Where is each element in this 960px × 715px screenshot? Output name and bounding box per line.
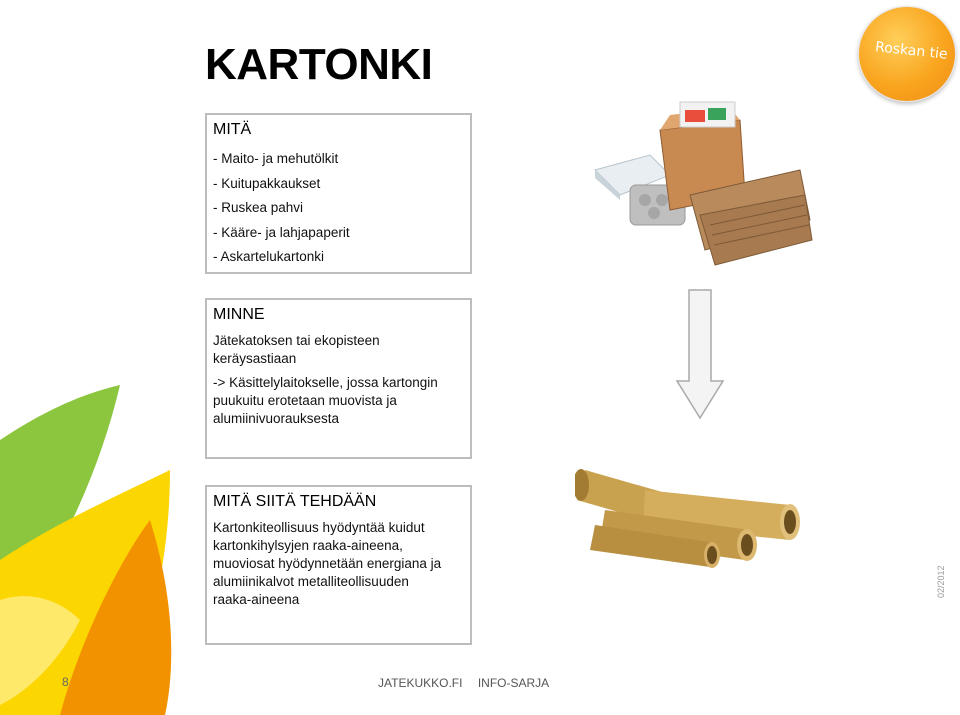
colored-paper [685,110,705,122]
down-arrow-icon [675,289,725,421]
footer-series: INFO-SARJA [477,676,550,690]
mita-heading: MITÄ [213,121,252,138]
badge-label: Roskan tie [874,39,949,63]
egg-cup [656,194,668,206]
minne-line: keräysastiaan [213,351,297,366]
decorative-leaves [0,0,200,715]
list-item: - Askartelukartonki [213,249,325,264]
minne-line: puukuitu erotetaan muovista ja [213,393,397,408]
page-title: KARTONKI [205,40,433,89]
siita-line: alumiinikalvot metalliteollisuuden [213,574,409,589]
list-item: - Kuitupakkaukset [213,175,321,191]
list-item: - Maito- ja mehutölkit [213,151,339,166]
mita-box [205,113,472,274]
egg-cup [639,194,651,206]
siita-line: Kartonkiteollisuus hyödyntää kuidut [213,520,425,535]
roskan-tie-badge[interactable] [858,6,956,102]
minne-line: alumiinivuorauksesta [213,411,340,426]
cardboard-tubes-image [575,465,805,575]
cardboard-packages-image [590,100,820,270]
minne-line: -> Käsittelylaitokselle, jossa kartongin [213,375,438,390]
footer [378,676,549,690]
date-label: 02/2012 [936,565,946,598]
siita-line: raaka-aineena [213,592,300,607]
list-item: - Kääre- ja lahjapaperit [213,224,350,240]
siita-line: muoviosat hyödynnetään energiana ja [213,556,442,571]
minne-line: Jätekatoksen tai ekopisteen [213,333,380,348]
siita-box [205,485,472,645]
siita-heading: MITÄ SIITÄ TEHDÄÄN [213,493,377,510]
siita-line: kartonkihylsyjen raaka-aineena, [213,538,403,553]
colored-paper [708,108,726,120]
minne-heading: MINNE [213,306,265,323]
egg-cup [648,207,660,219]
mita-list [213,147,464,270]
footer-site-link[interactable]: JATEKUKKO.FI [378,676,463,690]
page-number: 8 [62,675,69,689]
minne-box [205,298,472,459]
list-item: - Ruskea pahvi [213,200,304,215]
